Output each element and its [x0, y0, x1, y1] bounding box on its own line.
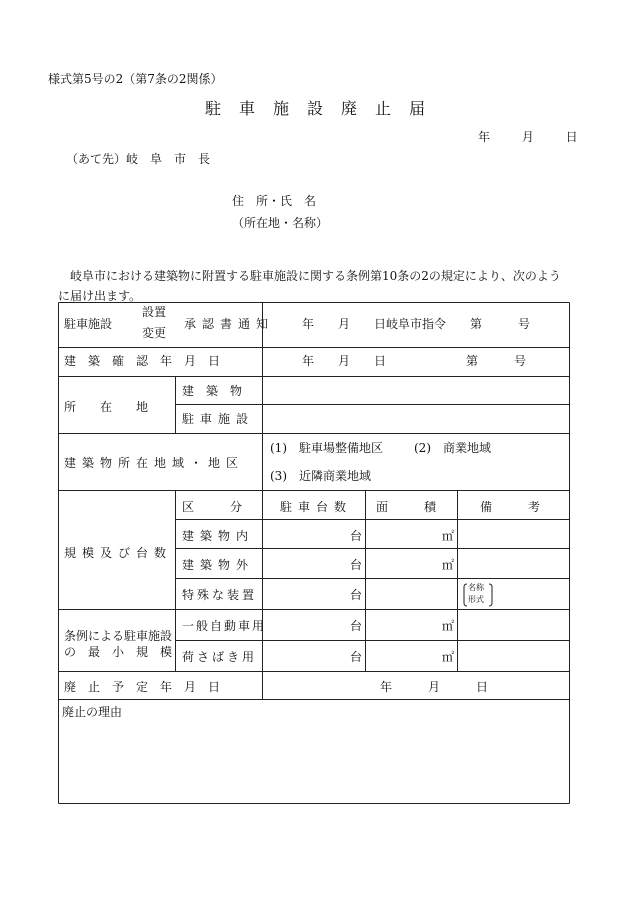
minimum-row-label: 一般自動車用	[182, 618, 267, 633]
addressee: （あて先）岐 阜 市 長	[66, 152, 211, 166]
note-meisho: 名称	[468, 583, 484, 592]
abolish-reason-label: 廃止の理由	[62, 704, 123, 719]
zone-option-1: (1) 駐車場整備地区	[270, 440, 383, 455]
abolish-date-label: 廃止予定年月日	[64, 679, 233, 694]
minimum-row-label: 荷さばき用	[182, 649, 258, 664]
applicant-name-label: 住 所・氏 名	[232, 194, 317, 208]
scale-row-label: 特殊な装置	[182, 587, 258, 602]
zone-label: 建築物所在地域・地区	[64, 455, 245, 470]
location-building-label: 建築物	[182, 383, 255, 398]
scale-row-area-unit: ㎡	[442, 557, 455, 572]
scale-row-count-unit: 台	[350, 587, 363, 602]
scale-header-count: 駐車台数	[280, 499, 353, 514]
minimum-row-area-unit: ㎡	[442, 649, 455, 664]
scale-header-kubun: 区 分	[182, 499, 243, 514]
location-label: 所 在 地	[64, 399, 149, 414]
minimum-label-2: の 最 小 規 模	[64, 644, 173, 659]
page-title: 駐車施設廃止届	[204, 99, 443, 118]
scale-row-label: 建築物内	[182, 528, 255, 543]
note-keishiki: 形式	[468, 595, 484, 604]
building-confirmation-label: 建築確認年月日	[64, 353, 233, 368]
parking-facility-label: 駐車施設	[64, 316, 113, 331]
zone-option-3: (3) 近隣商業地域	[270, 468, 371, 483]
building-confirmation-date: 年 月 日	[302, 353, 387, 368]
date-line: 年 月 日	[478, 130, 578, 144]
minimum-row-area-unit: ㎡	[442, 618, 455, 633]
minimum-label-1: 条例による駐車施設	[64, 628, 173, 643]
scale-header-note: 備 考	[480, 499, 541, 514]
intro-text: 岐阜市における建築物に附置する駐車施設に関する条例第10条の2の規定により、次のように届け出ます。	[58, 269, 561, 303]
scale-row-count-unit: 台	[350, 528, 363, 543]
scale-row-count-unit: 台	[350, 557, 363, 572]
scale-header-area: 面 積	[376, 499, 437, 514]
henkou-label: 変更	[142, 325, 167, 340]
scale-row-area-unit: ㎡	[442, 528, 455, 543]
approval-notice-value: 年 月 日岐阜市指令 第 号	[302, 316, 531, 331]
zone-option-2: (2) 商業地域	[414, 440, 491, 455]
minimum-row-count-unit: 台	[350, 618, 363, 633]
location-parking-label: 駐車施設	[182, 411, 255, 426]
form-code: 様式第5号の2（第7条の2関係）	[48, 72, 223, 86]
scale-row-label: 建築物外	[182, 557, 255, 572]
minimum-row-count-unit: 台	[350, 649, 363, 664]
applicant-location-label: （所在地・名称）	[232, 216, 329, 230]
setchi-label: 設置	[142, 304, 167, 319]
abolish-date-value: 年 月 日	[380, 679, 489, 694]
approval-notice-label: 承認書通知	[184, 316, 275, 331]
scale-label: 規模及び台数	[64, 545, 173, 560]
building-confirmation-number: 第 号	[466, 353, 527, 368]
